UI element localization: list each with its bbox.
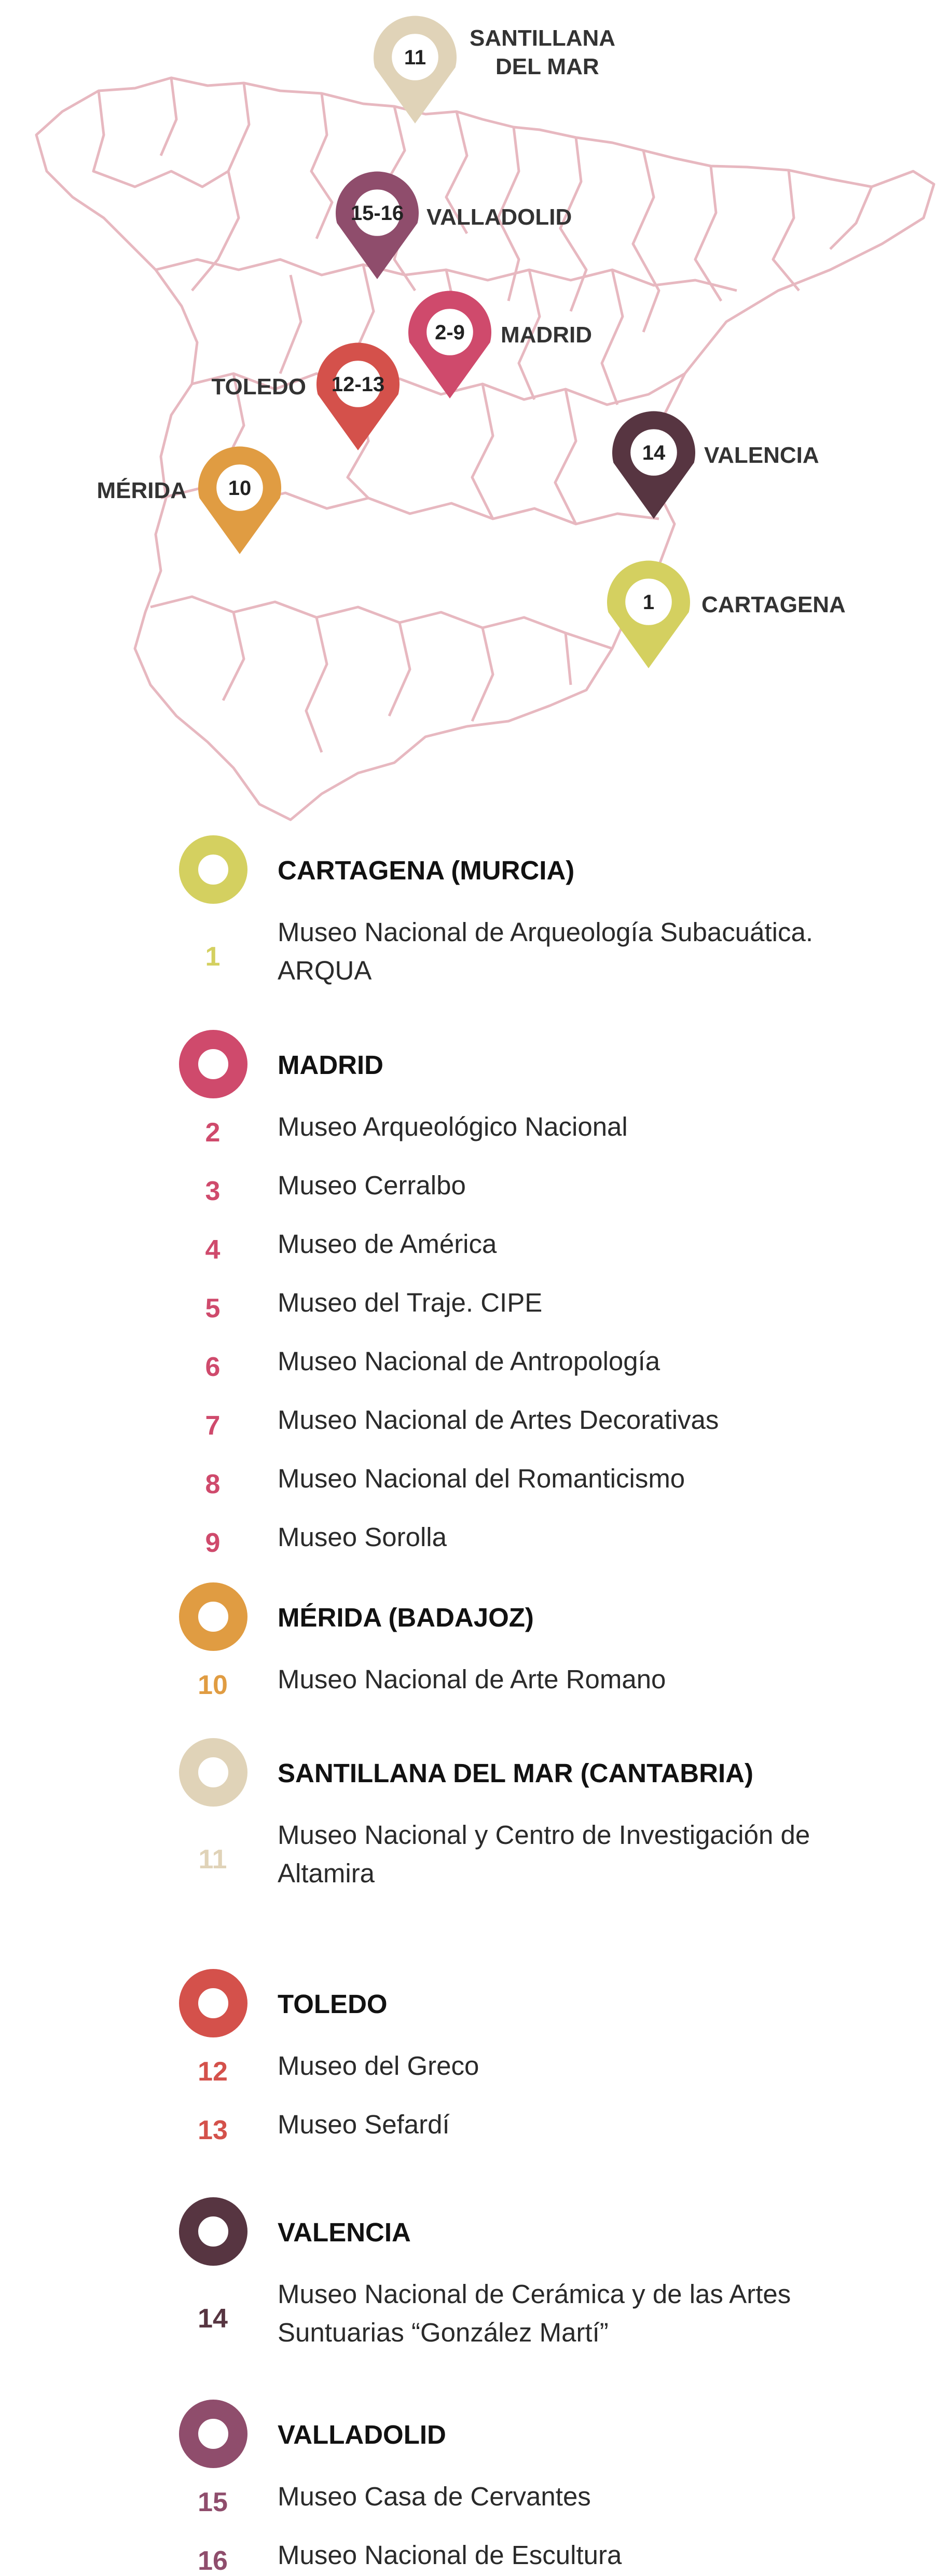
cartagena-ring-icon	[179, 835, 247, 904]
santillana-ring-icon	[179, 1738, 247, 1807]
museum-name: Museo Nacional de Artes Decorativas	[278, 1405, 719, 1435]
museum-number: 1	[205, 942, 221, 972]
museum-number: 13	[198, 2115, 228, 2145]
toledo-pin-label: TOLEDO	[211, 374, 306, 400]
museum-number: 2	[205, 1118, 221, 1148]
museum-number: 10	[198, 1670, 228, 1700]
museum-name: Museo Nacional y Centro de Investigación de Altamira	[278, 1820, 810, 1888]
museum-name: Museo Nacional de Cerámica y de las Artes Suntuarias “González Martí”	[278, 2279, 791, 2347]
museum-name: Museo Arqueológico Nacional	[278, 1112, 628, 1141]
spain-map	[0, 0, 950, 835]
museum-name: Museo Nacional de Escultura	[278, 2540, 622, 2570]
santillana-pin[interactable]	[374, 16, 615, 123]
cartagena-pin[interactable]	[607, 561, 846, 668]
cartagena-title: CARTAGENA (MURCIA)	[278, 856, 575, 885]
merida-ring-icon	[179, 1582, 247, 1651]
madrid-pin-label: MADRID	[501, 322, 592, 348]
cartagena-pin-label: CARTAGENA	[701, 592, 846, 617]
museum-name: Museo Casa de Cervantes	[278, 2482, 591, 2511]
museum-number: 15	[198, 2487, 228, 2517]
museum-number: 9	[205, 1528, 221, 1558]
merida-pin-number: 10	[228, 477, 252, 500]
museum-name: Museo Sefardí	[278, 2110, 450, 2139]
museum-name: Museo del Greco	[278, 2051, 479, 2081]
valencia-ring-icon	[179, 2197, 247, 2266]
santillana-pin-number: 11	[404, 46, 426, 69]
santillana-title: SANTILLANA DEL MAR (CANTABRIA)	[278, 1758, 753, 1788]
santillana-pin-label: SANTILLANA	[470, 25, 616, 51]
museum-number: 7	[205, 1411, 221, 1441]
valladolid-ring-icon	[179, 2400, 247, 2468]
museum-number: 12	[198, 2057, 228, 2087]
museum-number: 4	[205, 1235, 221, 1265]
museum-number: 6	[205, 1352, 221, 1382]
museum-number: 5	[205, 1293, 221, 1324]
valencia-pin-number: 14	[642, 442, 666, 464]
madrid-pin-number: 2-9	[435, 321, 465, 344]
museum-name: Museo Nacional de Antropología	[278, 1346, 660, 1376]
museum-number: 8	[205, 1469, 221, 1499]
merida-title: MÉRIDA (BADAJOZ)	[278, 1603, 534, 1632]
museum-name: Museo Sorolla	[278, 1522, 447, 1552]
museum-name: Museo Cerralbo	[278, 1170, 466, 1200]
madrid-title: MADRID	[278, 1050, 383, 1080]
toledo-pin-number: 12-13	[331, 373, 385, 396]
museum-number: 16	[198, 2546, 228, 2576]
valladolid-pin-number: 15-16	[350, 202, 404, 225]
cartagena-pin-number: 1	[642, 591, 655, 614]
madrid-ring-icon	[179, 1030, 247, 1098]
museum-number: 14	[198, 2304, 228, 2334]
museum-name: Museo del Traje. CIPE	[278, 1288, 543, 1317]
museum-number: 11	[198, 1844, 227, 1875]
toledo-ring-icon	[179, 1969, 247, 2037]
museum-number: 3	[205, 1176, 221, 1206]
valencia-pin-label: VALENCIA	[704, 443, 819, 468]
valladolid-pin-label: VALLADOLID	[426, 204, 572, 230]
valladolid-title: VALLADOLID	[278, 2420, 446, 2449]
santillana-pin-label: DEL MAR	[495, 54, 599, 79]
museum-name: Museo Nacional de Arte Romano	[278, 1664, 666, 1694]
museum-name: Museo Nacional de Arqueología Subacuática. ARQUA	[278, 917, 814, 985]
museum-name: Museo Nacional del Romanticismo	[278, 1464, 685, 1493]
museum-name: Museo de América	[278, 1229, 497, 1259]
valencia-pin[interactable]	[612, 411, 819, 519]
valencia-title: VALENCIA	[278, 2217, 411, 2247]
toledo-title: TOLEDO	[278, 1989, 388, 2019]
merida-pin-label: MÉRIDA	[97, 478, 187, 503]
